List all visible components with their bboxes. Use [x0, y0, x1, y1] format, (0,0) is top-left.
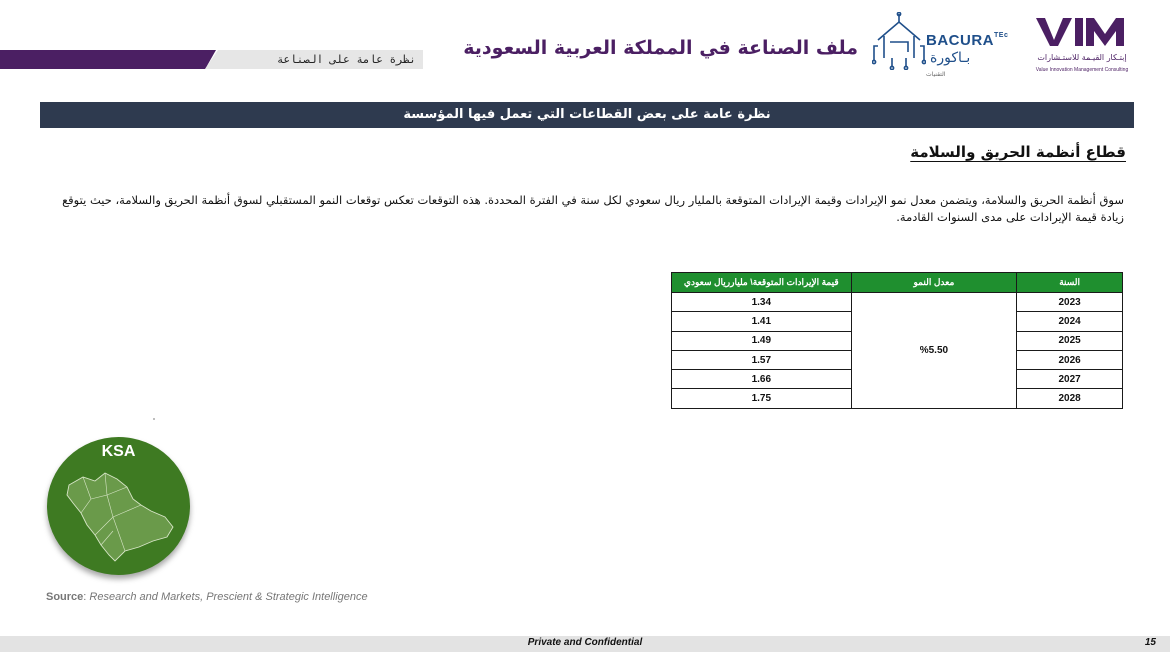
vim-english-name: Value Innovation Management Consulting — [1035, 67, 1129, 73]
revenue-cell: 1.41 — [672, 312, 852, 331]
source-label: Source — [46, 591, 84, 603]
year-column-header: السنة — [1017, 273, 1123, 293]
revenue-cell: 1.57 — [672, 350, 852, 369]
source-text: Research and Markets, Prescient & Strategic Intelligence — [89, 591, 368, 603]
footer-confidential: Private and Confidential — [527, 637, 643, 648]
page-title: ملف الصناعة في المملكة العربية السعودية — [463, 37, 858, 59]
header-accent-bar — [0, 50, 216, 69]
decorative-dot — [153, 418, 155, 420]
circuit-house-icon — [872, 12, 926, 70]
saudi-map-icon — [61, 465, 179, 565]
growth-column-header: معدل النمو — [851, 273, 1017, 293]
section-bar: نظرة عامة على بعض القطاعات التي تعمل فيها المؤسسة — [40, 102, 1134, 128]
ksa-map-badge — [47, 437, 190, 575]
growth-rate-cell: %5.50 — [851, 293, 1017, 409]
year-cell: 2027 — [1017, 370, 1123, 389]
year-cell: 2023 — [1017, 293, 1123, 312]
sector-description: سوق أنظمة الحريق والسلامة، ويتضمن معدل نمو الإيرادات وقيمة الإيرادات المتوقعة بالمليار ريال سعودي لكل سنة في الفترة المحددة. هذه التوقعات تعكس توقعات النمو المستقبلي لسوق أنظمة الحريق والسلامة، حيث يتوقع زيادة قيمة الإيرادات على مدى السنوات القادمة. — [62, 193, 1124, 224]
table-row — [672, 293, 1123, 312]
source-note: Source: Research and Markets, Prescient & Strategic Intelligence — [46, 591, 368, 603]
year-cell: 2025 — [1017, 331, 1123, 350]
year-cell: 2026 — [1017, 350, 1123, 369]
header-subtitle: نظرة عامة على الصناعة — [276, 53, 416, 66]
bacura-arabic-tagline: التقنيات — [926, 71, 946, 78]
bacura-arabic-wordmark: بـاكورة — [930, 50, 971, 66]
map-label: KSA — [101, 443, 136, 460]
year-cell: 2028 — [1017, 389, 1123, 408]
vim-logo-mark — [1034, 16, 1132, 48]
revenue-cell: 1.49 — [672, 331, 852, 350]
revenue-cell: 1.66 — [672, 370, 852, 389]
vim-arabic-name: إبتـكار القيـمة للاستـشارات — [1037, 53, 1127, 62]
bacura-wordmark: $BACURA^{TEc}$ — [926, 32, 1009, 49]
year-cell: 2024 — [1017, 312, 1123, 331]
sector-title: قطاع أنظمة الحريق والسلامة — [910, 143, 1126, 161]
revenue-column-header: قيمة الإيرادات المتوقعة\ مليارريال سعودي — [672, 273, 852, 293]
page-number: 15 — [1144, 637, 1156, 648]
revenue-cell: 1.75 — [672, 389, 852, 408]
revenue-cell: 1.34 — [672, 293, 852, 312]
vim-logo — [1030, 16, 1134, 78]
bacura-logo — [872, 12, 1012, 78]
table-header-row — [672, 273, 1123, 293]
revenue-table — [671, 272, 1123, 409]
